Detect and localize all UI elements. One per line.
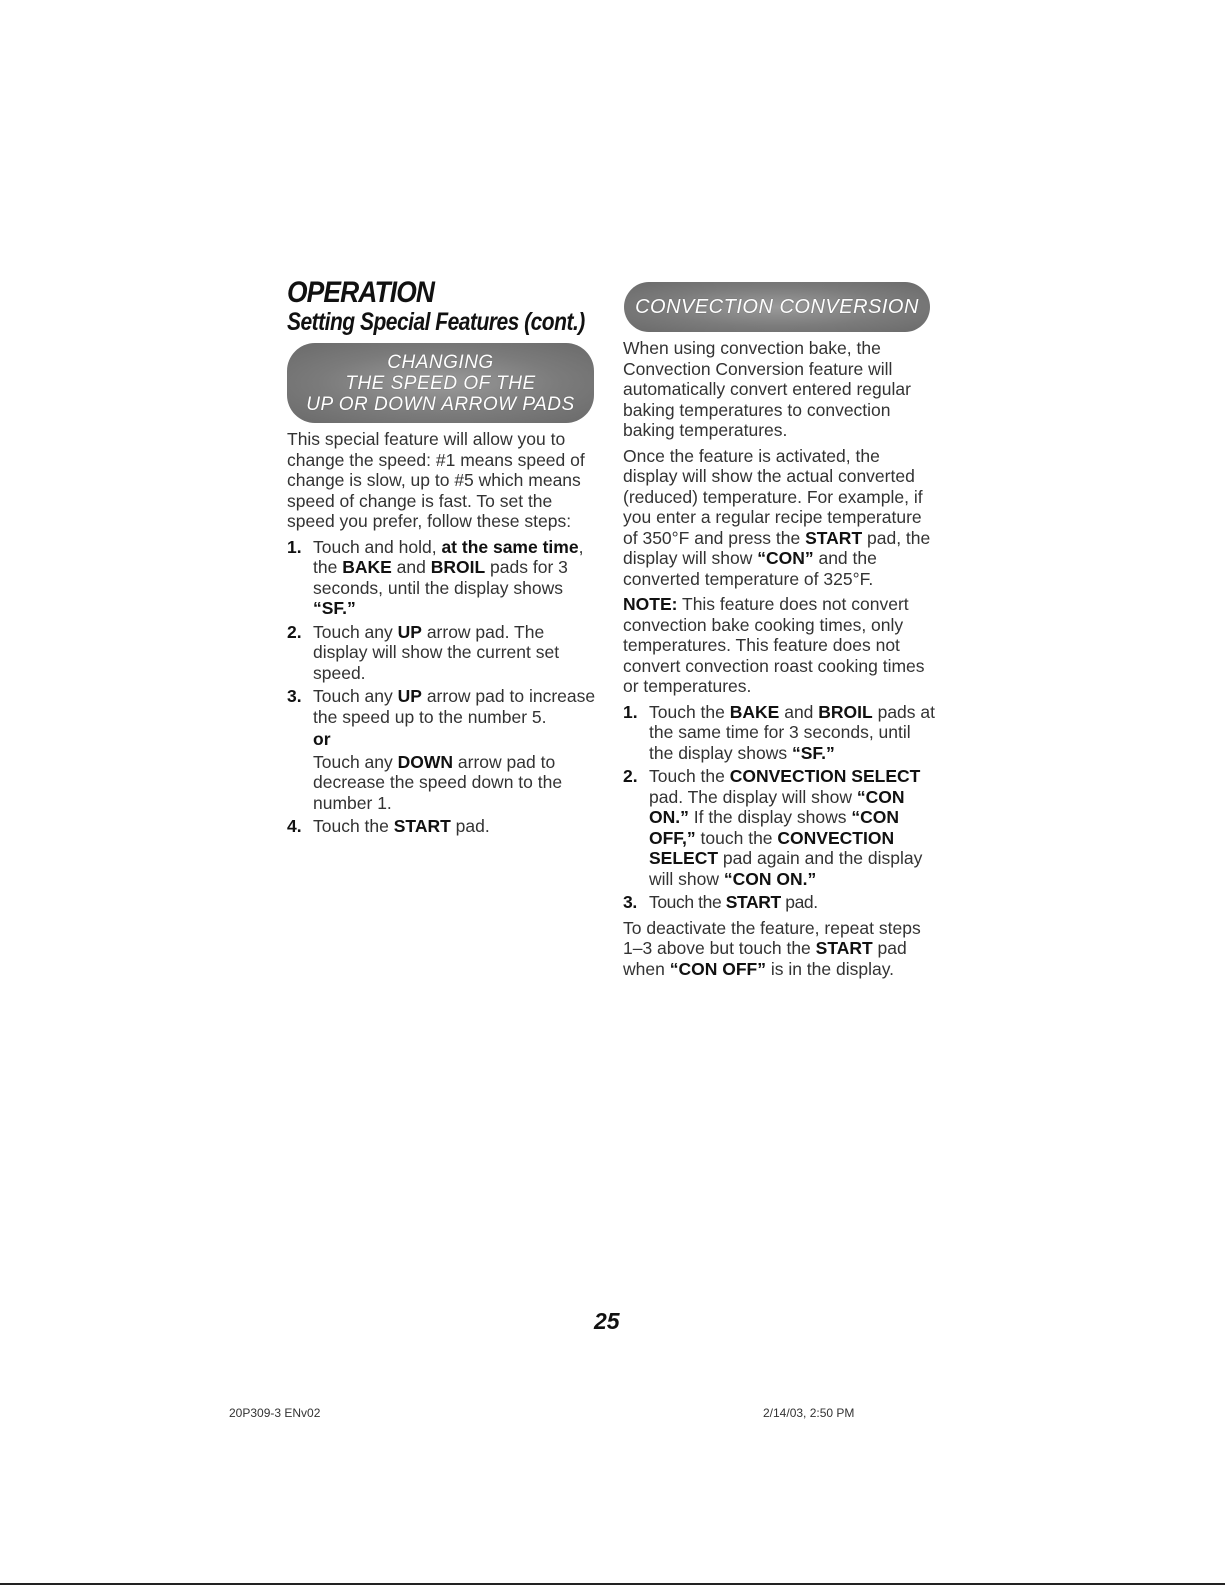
- paragraph: [623, 446, 935, 590]
- step-text: Touch the: [649, 766, 730, 786]
- banner-line: CONVECTION CONVERSION: [635, 296, 919, 318]
- step-emphasis: CONVECTION SELECT: [729, 766, 921, 786]
- intro-paragraph: This special feature will allow you to change the speed: #1 means speed of change is slow, up to #5 which means speed of change is fast. To set the speed you prefer, follow these steps:: [287, 429, 585, 531]
- step-text: pad.: [450, 816, 490, 836]
- list-item: [623, 702, 935, 764]
- note-text: This feature does not convert convection bake cooking times, only temperatures. This feature does not convert convection roast cooking times or temperatures.: [623, 594, 925, 696]
- paragraph-text: and the converted temperature of 325°F.: [623, 548, 877, 589]
- left-column: [287, 429, 597, 842]
- step-text: If the display shows: [688, 807, 852, 827]
- note-paragraph: [623, 594, 935, 697]
- step-emphasis: CONVECTION SELECT: [649, 827, 895, 868]
- banner-convection-conversion: [624, 282, 930, 332]
- step-text: arrow pad to increase the speed up to the number 5.: [313, 686, 596, 727]
- step-emphasis: at the same time: [441, 536, 579, 557]
- footer-doc-code: 20P309-3 ENv02: [229, 1406, 321, 1420]
- step-emphasis: DOWN: [397, 751, 454, 772]
- paragraph-emphasis: “CON”: [757, 548, 814, 568]
- list-item: [287, 816, 597, 837]
- step-text: arrow pad. The display will show the current set speed.: [313, 621, 560, 683]
- step-emphasis: START: [393, 816, 451, 836]
- step-text: Touch and hold,: [313, 536, 442, 557]
- paragraph-emphasis: “CON OFF”: [669, 958, 766, 979]
- paragraph-text: pad when: [623, 938, 907, 979]
- step-text: pads for 3 seconds, until the display shows: [313, 557, 568, 598]
- step-text: Touch the: [649, 701, 730, 722]
- step-emphasis: BAKE: [729, 701, 780, 722]
- list-item: [287, 537, 597, 619]
- right-column: [623, 338, 935, 984]
- step-emphasis: “CON OFF,”: [649, 807, 899, 848]
- paragraph-text: is in the display.: [765, 958, 895, 979]
- step-number: 2.: [287, 621, 302, 642]
- banner-changing-speed: [287, 343, 594, 423]
- step-text: and: [779, 701, 819, 722]
- step-emphasis: “CON ON.”: [649, 786, 905, 827]
- list-item: [623, 892, 935, 913]
- step-emphasis: BROIL: [430, 557, 486, 577]
- step-emphasis: UP: [397, 686, 422, 706]
- step-emphasis: UP: [397, 621, 422, 642]
- paragraph-text: To deactivate the feature, repeat steps 1–3 above but touch the: [623, 917, 921, 958]
- paragraph-emphasis: START: [805, 527, 863, 548]
- paragraph-text: pad, the display will show: [623, 527, 931, 568]
- paragraph-emphasis: START: [815, 938, 873, 958]
- paragraph-text: Once the feature is activated, the display will show the actual converted (reduced) temperature. For example, if you enter a regular recipe temperature of 350°F and press the: [623, 445, 923, 548]
- step-number: 1.: [623, 701, 638, 722]
- step-text: and: [391, 557, 431, 577]
- banner-line: UP OR DOWN ARROW PADS: [306, 393, 575, 415]
- page-number: 25: [594, 1308, 620, 1334]
- paragraph: When using convection bake, the Convection Conversion feature will automatically convert entered regular baking temperatures to convection baking temperatures.: [623, 338, 911, 440]
- closing-paragraph: [623, 918, 935, 980]
- step-emphasis: “CON ON.”: [723, 868, 817, 889]
- banner-line: CHANGING: [387, 351, 494, 373]
- step-number: 1.: [287, 536, 302, 557]
- conversion-steps-list: [623, 702, 935, 913]
- step-number: 3.: [287, 686, 302, 706]
- step-text: pads at the same time for 3 seconds, until the display shows: [649, 701, 936, 763]
- or-label: or: [313, 729, 331, 749]
- step-emphasis: “SF.”: [313, 598, 356, 618]
- step-emphasis: BROIL: [818, 701, 873, 722]
- step-emphasis: BAKE: [342, 557, 392, 577]
- step-emphasis: “SF.”: [792, 742, 835, 763]
- step-number: 3.: [623, 892, 637, 912]
- list-item: [287, 622, 597, 684]
- banner-line: THE SPEED OF THE: [345, 372, 536, 394]
- footer-timestamp: 2/14/03, 2:50 PM: [763, 1406, 855, 1420]
- section-header: [287, 278, 641, 336]
- step-text: pad.: [780, 892, 818, 912]
- step-text: Touch the: [649, 892, 726, 912]
- step-text: , the: [313, 536, 584, 577]
- list-item: [287, 686, 597, 813]
- step-text: arrow pad to decrease the speed down to the number 1.: [313, 751, 563, 813]
- step-number: 2.: [623, 766, 638, 786]
- section-subtitle: Setting Special Features (cont.): [287, 308, 585, 336]
- list-item: [623, 766, 935, 889]
- step-text: Touch the: [313, 816, 394, 836]
- step-text: pad again and the display will show: [649, 848, 923, 889]
- speed-steps-list: [287, 537, 597, 837]
- step-text: Touch any: [313, 621, 398, 642]
- step-text: Touch any: [313, 751, 398, 772]
- step-text: touch the: [695, 827, 778, 848]
- note-label: NOTE:: [623, 594, 678, 614]
- step-text: Touch any: [313, 686, 398, 706]
- step-number: 4.: [287, 816, 302, 836]
- step-emphasis: START: [725, 892, 781, 912]
- section-title: OPERATION: [287, 276, 435, 309]
- step-text: pad. The display will show: [649, 786, 857, 807]
